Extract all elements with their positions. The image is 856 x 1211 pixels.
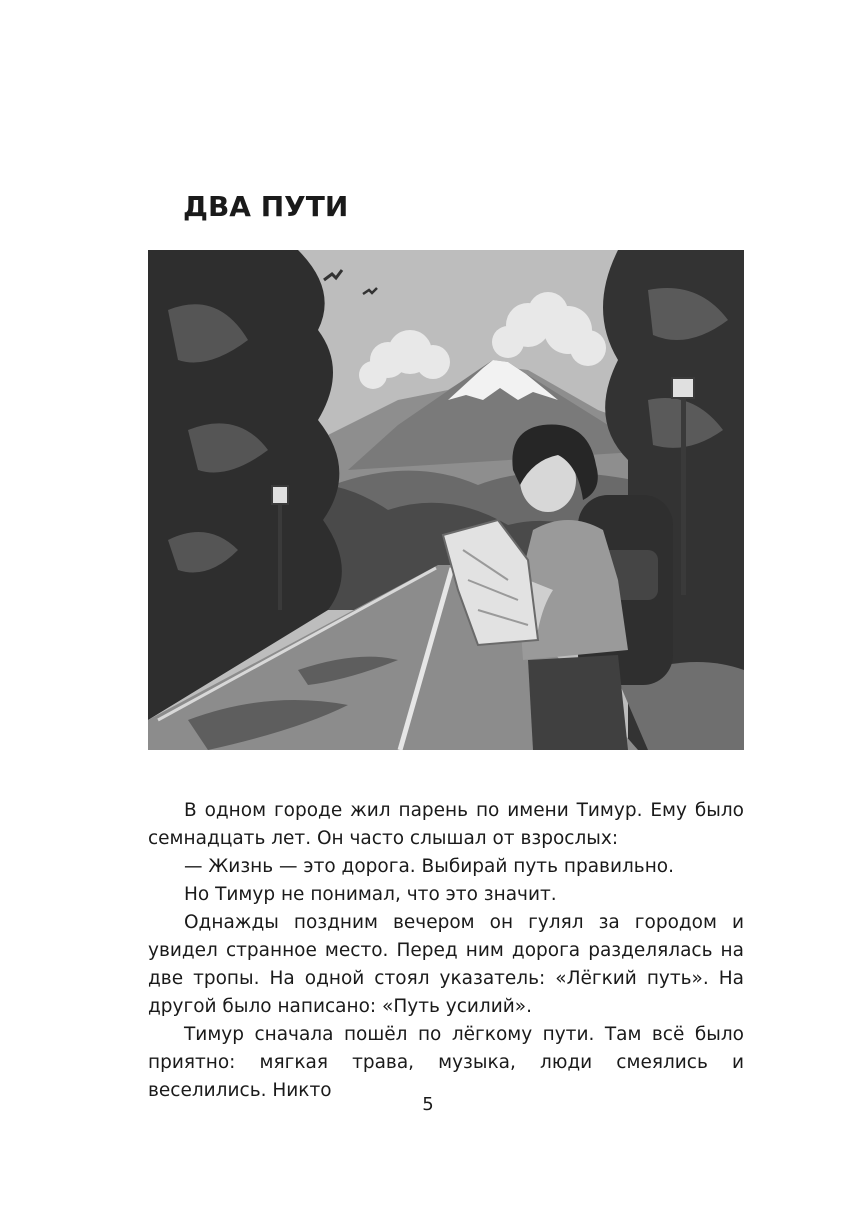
paragraph: — Жизнь — это дорога. Выбирай путь правильно. (184, 856, 674, 877)
paragraph: Но Тимур не понимал, что это значит. (184, 884, 557, 905)
chapter-text (148, 797, 744, 1105)
chapter-title: ДВА ПУТИ (183, 190, 349, 223)
chapter-illustration (148, 250, 744, 750)
illustration-drawing (148, 250, 744, 750)
paragraph: Тимур сначала пошёл по лёгкому пути. Там всё было приятно: мягкая трава, музыка, люди смеялись и веселились. Никто (148, 1024, 744, 1101)
page-number: 5 (422, 1094, 434, 1115)
trousers (528, 655, 628, 750)
paragraph: Однажды поздним вечером он гулял за городом и увидел странное место. Перед ним дорога разделялась на две тропы. На одной стоял указатель: «Лёгкий путь». На другой было написано: «Путь усилий». (148, 912, 744, 1017)
paragraph: В одном городе жил парень по имени Тимур. Ему было семнадцать лет. Он часто слышал от взрослых: (148, 800, 744, 849)
